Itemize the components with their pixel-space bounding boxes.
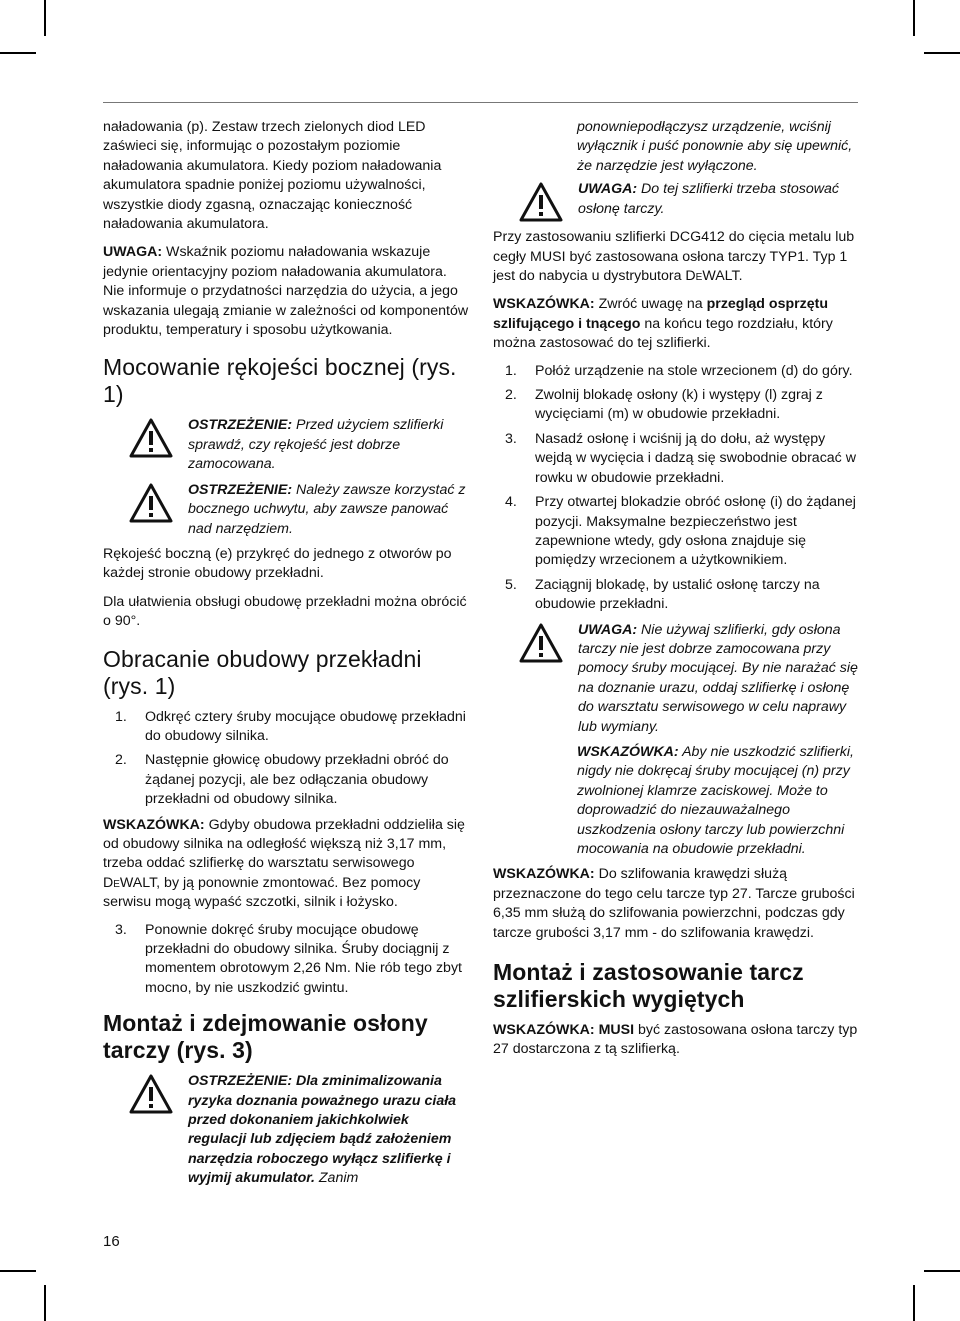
step-number: 1.: [115, 708, 127, 725]
list-item: [493, 362, 863, 381]
step-text: Przy otwartej blokadzie obróć osłonę (i) do żądanej pozycji. Maksymalne bezpieczeństwo jest zapewnione wtedy, gdy osłona znajduje się pomiędzy wrzecionem a użytkownikiem.: [535, 494, 856, 569]
warning-label: UWAGA:: [578, 621, 638, 638]
tip-text: Do szlifowania krawędzi służą przeznaczone do tego celu tarcze typ 27. Tarcze grubości 6,35 mm służą do szlifowania powierzchni, podczas gdy tarcze grubości 3,17 mm - do szlifowania krawędzi.: [493, 866, 855, 941]
tip-text: Zwróć uwagę na: [594, 296, 707, 313]
step-number: 1.: [505, 362, 517, 379]
tip-label: WSKAZÓWKA:: [493, 866, 595, 883]
warning-triangle-icon: [519, 182, 563, 222]
warning-label: UWAGA:: [578, 181, 638, 198]
page-number: 16: [103, 1233, 120, 1250]
warning-body: Do tej szlifierki trzeba stosować osłonę tarczy.: [578, 181, 839, 217]
tip-paragraph: [493, 295, 863, 353]
dcg-paragraph: [493, 228, 863, 286]
list-item: [103, 708, 471, 747]
warning-block: [103, 481, 471, 539]
dcg-text: Przy zastosowaniu szlifierki DCG412 do cięcia metalu lub cegły MUSI być zastosowana osłona tarczy TYP1. Typ 1 jest do nabycia u dystrybutora D: [493, 229, 855, 285]
tip-text: Aby nie uszkodzić szlifierki, nigdy nie dokręcaj śruby mocującej (n) przy zwolnionej klamrze zaciskowej. Może to doprowadzić do niezauważalnego uszkodzenia osłony tarczy lub powierzchni mocowania na obudowie przekładni.: [577, 743, 854, 857]
tip-text: WALT, by ją ponownie zmontować. Bez pomocy serwisu mogą wypaść szczotki, silnik i łożysko.: [103, 874, 421, 911]
warning-bold-text: OSTRZEŻENIE: Dla zminimalizowania ryzyka doznania poważnego urazu ciała przed dokonaniem jakichkolwiek regulacji lub zdjęciem bądź założeniem narzędzia roboczego wyłącz szlifierkę i wyjmij akumulator.: [188, 1073, 457, 1187]
step-text: Nasadź osłonę i wciśnij ją do dołu, aż występy wejdą w wycięcia i dadzą się swobodnie obracać w rowku w obudowie przekładni.: [535, 430, 856, 486]
crop-mark: [0, 1270, 36, 1272]
steps-list: [103, 708, 471, 810]
warning-text: [188, 416, 471, 474]
steps-list: [103, 921, 471, 999]
warning-label: OSTRZEŻENIE:: [188, 481, 293, 498]
handle-paragraph: Rękojeść boczną (e) przykręć do jednego z otworów po każdej stronie obudowy przekładni.: [103, 545, 452, 582]
brand-small-caps: e: [113, 874, 120, 891]
list-item: [493, 576, 863, 615]
crop-mark: [913, 0, 915, 36]
list-item: [493, 430, 863, 488]
warning-label: OSTRZEŻENIE:: [188, 417, 293, 434]
crop-mark: [44, 0, 46, 36]
continued-warning-text: ponowniepodłączysz urządzenie, wciśnij wyłącznik i puść ponownie aby się upewnić, że narzędzie jest wyłączone.: [577, 119, 853, 174]
warning-triangle-icon: [519, 623, 563, 663]
warning-body: Przed użyciem szlifierki sprawdź, czy rękojeść jest dobrze zamocowana.: [188, 417, 444, 473]
crop-mark: [924, 52, 960, 54]
list-item: [103, 751, 471, 809]
warning-block: [103, 1072, 471, 1188]
heading-side-handle: Mocowanie rękojeści bocznej (rys. 1): [103, 354, 457, 408]
tip-label: WSKAZÓWKA:: [493, 296, 595, 313]
brand-small-caps: e: [695, 268, 703, 285]
list-item: [493, 493, 863, 571]
left-column: [103, 118, 471, 1195]
tip-paragraph: [493, 1021, 863, 1060]
tip-text: być zastosowana osłona tarczy typ 27 dostarczona z tą szlifierką.: [493, 1022, 858, 1058]
warning-body: Należy zawsze korzystać z bocznego uchwytu, aby zawsze panować nad narzędziem.: [188, 481, 466, 537]
heading-guard: Montaż i zdejmowanie osłony tarczy (rys. 3): [103, 1010, 428, 1064]
step-text: Następnie głowicę obudowy przekładni obróć do żądanej pozycji, ale bez odłączania obudowy przekładni od obudowy silnika.: [145, 752, 449, 808]
right-column: [493, 118, 863, 1060]
step-text: Zaciągnij blokadę, by ustalić osłonę tarczy na obudowie przekładni.: [535, 576, 820, 613]
italic-tip: [493, 743, 863, 859]
heading-gear-housing: Obracanie obudowy przekładni (rys. 1): [103, 645, 422, 699]
step-number: 4.: [505, 494, 517, 511]
step-number: 2.: [505, 387, 517, 404]
warning-triangle-icon: [129, 483, 173, 523]
heading-depressed-wheels: Montaż i zastosowanie tarcz szlifierskich wygiętych: [493, 959, 804, 1013]
step-number: 5.: [505, 576, 517, 593]
warning-text: [188, 1072, 471, 1188]
tip-label: WSKAZÓWKA:: [103, 816, 205, 833]
crop-mark: [0, 52, 36, 54]
note-paragraph: [103, 243, 471, 340]
warning-text: [578, 180, 863, 219]
warning-triangle-icon: [129, 1074, 173, 1114]
crop-mark: [44, 1285, 46, 1321]
step-text: Zwolnij blokadę osłony (k) i występy (l) zgraj z wycięciami (m) w obudowie przekładni.: [535, 387, 823, 423]
tip-bold-text: przegląd osprzętu szlifującego i tnącego: [493, 296, 829, 332]
tip-text: na końcu tego rozdziału, który można zastosować do tej szlifierki.: [493, 315, 833, 352]
tip-paragraph: [103, 816, 471, 913]
tip-text: Gdyby obudowa przekładni oddzieliła się od obudowy silnika na odległość większą niż 3,17 mm, trzeba oddać szlifierkę do warsztatu serwisowego D: [103, 816, 465, 891]
note-text: Wskaźnik poziomu naładowania wskazuje jedynie orientacyjny poziom naładowania akumulatora. Nie informuje o przydatności narzędzia do użycia, a jego wskazania ulegają zmianie w zależności od komponentów produktu, temperatury i sposobu użytkowania.: [103, 244, 469, 339]
step-number: 3.: [505, 430, 517, 447]
note-label: UWAGA:: [103, 244, 163, 261]
warning-block: [493, 621, 863, 737]
crop-mark: [913, 1285, 915, 1321]
warning-block: [103, 416, 471, 474]
tip-paragraph: [493, 865, 863, 943]
warning-text: [578, 621, 863, 737]
step-number: 3.: [115, 921, 127, 938]
warning-body: Zanim: [314, 1170, 359, 1187]
steps-list: [493, 362, 863, 615]
step-number: 2.: [115, 752, 127, 769]
list-item: [103, 921, 471, 999]
warning-triangle-icon: [129, 418, 173, 458]
list-item: [493, 386, 863, 425]
warning-text: [188, 481, 471, 539]
dcg-text: WALT.: [702, 268, 743, 285]
step-text: Ponownie dokręć śruby mocujące obudowę przekładni do obudowy silnika. Śruby dociągnij z momentem obrotowym 2,26 Nm. Nie rób tego zbyt mocno, by nie uszkodzić gwintu.: [145, 921, 462, 996]
tip-label: WSKAZÓWKA: MUSI: [493, 1022, 635, 1039]
crop-mark: [924, 1270, 960, 1272]
step-text: Odkręć cztery śruby mocujące obudowę przekładni do obudowy silnika.: [145, 708, 466, 744]
tip-label: WSKAZÓWKA:: [577, 743, 679, 760]
warning-block: [493, 180, 863, 222]
step-text: Połóż urządzenie na stole wrzecionem (d) do góry.: [535, 362, 853, 379]
intro-paragraph: naładowania (p). Zestaw trzech zielonych diod LED zaświeci się, informując o pozostałym poziomie naładowania akumulatora. Kiedy poziom naładowania akumulatora spadnie poniżej poziomu używalności, wszystkie diody zgasną, oznaczając konieczność naładowania akumulatora.: [103, 119, 442, 233]
header-rule: [103, 102, 858, 103]
warning-body: Nie używaj szlifierki, gdy osłona tarczy nie jest dobrze zamocowana przy pomocy śruby mocującej. By nie narażać się na doznanie urazu, oddaj szlifierkę i osłonę do warsztatu serwisowego w celu naprawy lub wymiany.: [578, 621, 858, 735]
rotate-paragraph: Dla ułatwienia obsługi obudowę przekładni można obrócić o 90°.: [103, 593, 467, 630]
